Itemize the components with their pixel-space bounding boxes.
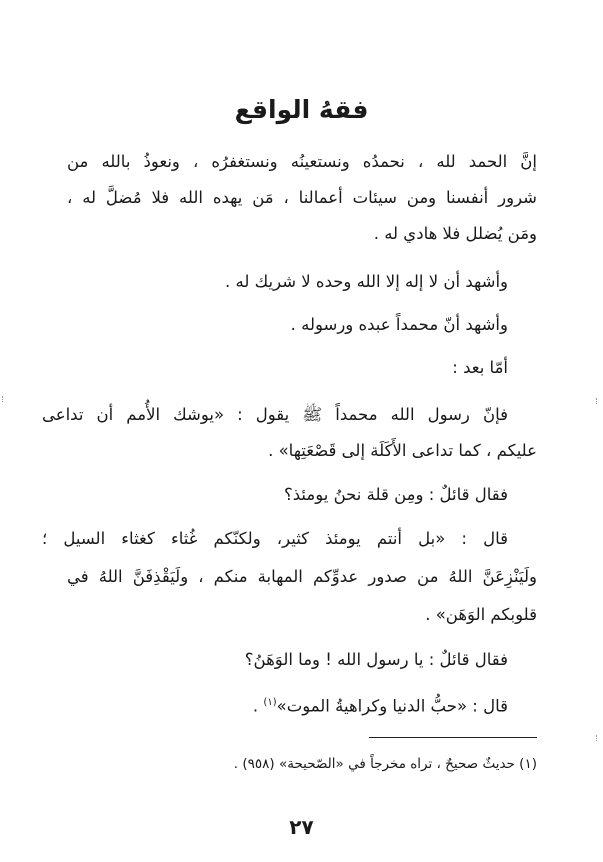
margin-mark-right-lower (596, 735, 599, 741)
body-line-14-end: . (252, 696, 259, 716)
body-line-14 (68, 688, 508, 722)
body-line-4: وأشهد أن لا إله إلا الله وحده لا شريك له . (224, 272, 508, 291)
body-line-12: قلوبكم الوَهَن» . (425, 605, 537, 624)
body-line-10: قال : «بل أنتم يومئذ كثير، ولكنّكم غُثاء كغثاء السيل ؛ (42, 529, 508, 548)
body-line-2: شرور أنفسنا ومن سيئات أعمالنا ، مَن يهده الله فلا مُضلَّ له ، (67, 188, 537, 207)
margin-mark-right (596, 398, 599, 404)
body-line-6: أمّا بعد : (452, 358, 508, 377)
body-line-9: فقال قائلٌ : ومِن قلة نحنُ يومئذ؟ (284, 485, 508, 504)
body-line-5: وأشهد أنّ محمداً عبده ورسوله . (290, 315, 508, 334)
body-line-14-text: قال : «حبُّ الدنيا وكراهيةُ الموت» (276, 696, 508, 716)
footnote-reference[interactable]: (١) (263, 697, 277, 708)
page-title: فقهُ الواقع (234, 95, 369, 124)
footnote-text: (١) حديثٌ صحيحٌ ، تراه مخرجاً في «الصّحيحة» (٩٥٨) . (233, 756, 537, 772)
body-line-13: فقال قائلٌ : يا رسول الله ! وما الوَهَنُ؟ (244, 650, 508, 669)
footnote-divider (369, 737, 537, 738)
body-line-3: ومَن يُضلل فلا هادي له . (373, 224, 537, 243)
body-line-7: فإنّ رسول الله محمداً ﷺ يقول : «يوشك الأُمم أن تداعى (42, 405, 508, 424)
page-number: ٢٧ (289, 815, 314, 839)
body-line-1: إنَّ الحمد لله ، نحمدُه ونستعينُه ونستغفرُه ، ونعوذُ بالله من (67, 152, 537, 171)
margin-mark-left (2, 396, 5, 402)
body-line-8: عليكم ، كما تداعى الأَكَلَة إلى قَصْعَتِها» . (268, 441, 537, 460)
body-line-11: ولَيَنْزِعَنَّ اللهُ من صدور عدوِّكم المهابة منكم ، ولَيَقْذِفَنَّ اللهُ في (67, 567, 537, 586)
